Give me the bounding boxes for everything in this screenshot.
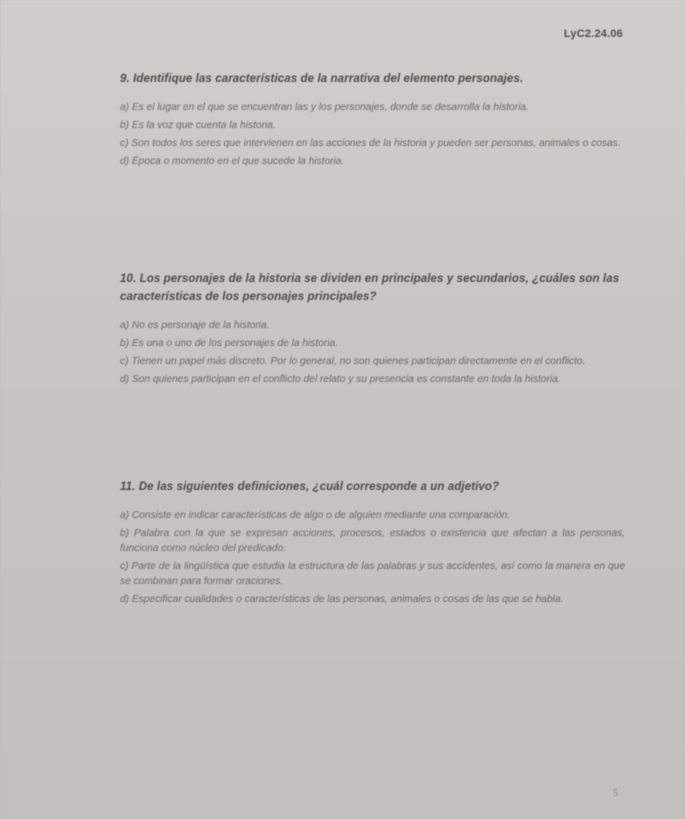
option-d[interactable]: d) Época o momento en el que sucede la historia. bbox=[120, 156, 345, 167]
options-list bbox=[120, 100, 625, 169]
question-title: 10. Los personajes de la historia se dividen en principales y secundarios, ¿cuáles son las características de los personajes principales? bbox=[120, 273, 620, 303]
option-d[interactable]: d) Especificar cualidades o características de las personas, animales o cosas de las que se habla. bbox=[120, 594, 564, 605]
options-list bbox=[120, 508, 625, 607]
option-c[interactable]: c) Son todos los seres que intervienen en las acciones de la historia y pueden ser personas, animales o cosas. bbox=[120, 138, 621, 149]
option-c[interactable]: c) Tienen un papel más discreto. Por lo general, no son quienes participan directamente en el conflicto. bbox=[120, 356, 586, 367]
question-9 bbox=[120, 70, 625, 172]
option-a[interactable]: a) No es personaje de la historia. bbox=[120, 320, 270, 331]
question-title: 9. Identifique las características de la narrativa del elemento personajes. bbox=[120, 73, 524, 85]
option-b[interactable]: b) Es la voz que cuenta la historia. bbox=[120, 120, 276, 131]
option-c[interactable]: c) Parte de la lingüística que estudia la estructura de las palabras y sus accidentes, así como la manera en que se combinan para formar oraciones. bbox=[120, 561, 625, 587]
question-10 bbox=[120, 270, 625, 390]
option-a[interactable]: a) Es el lugar en el que se encuentran las y los personajes, donde se desarrolla la historia. bbox=[120, 102, 529, 113]
option-d[interactable]: d) Son quienes participan en el conflicto del relato y su presencia es constante en toda la historia. bbox=[120, 374, 561, 385]
option-b[interactable]: b) Palabra con la que se expresan acciones, procesos, estados o existencia que afectan a las personas, funciona como núcleo del predicado. bbox=[120, 528, 625, 554]
page-number: 5 bbox=[613, 788, 618, 799]
options-list bbox=[120, 318, 625, 387]
option-b[interactable]: b) Es una o uno de los personajes de la historia. bbox=[120, 338, 339, 349]
document-code: LyC2.24.06 bbox=[563, 28, 623, 40]
question-11 bbox=[120, 478, 625, 610]
question-title: 11. De las siguientes definiciones, ¿cuál corresponde a un adjetivo? bbox=[120, 481, 500, 493]
option-a[interactable]: a) Consiste en indicar características de algo o de alguien mediante una comparación. bbox=[120, 510, 511, 521]
